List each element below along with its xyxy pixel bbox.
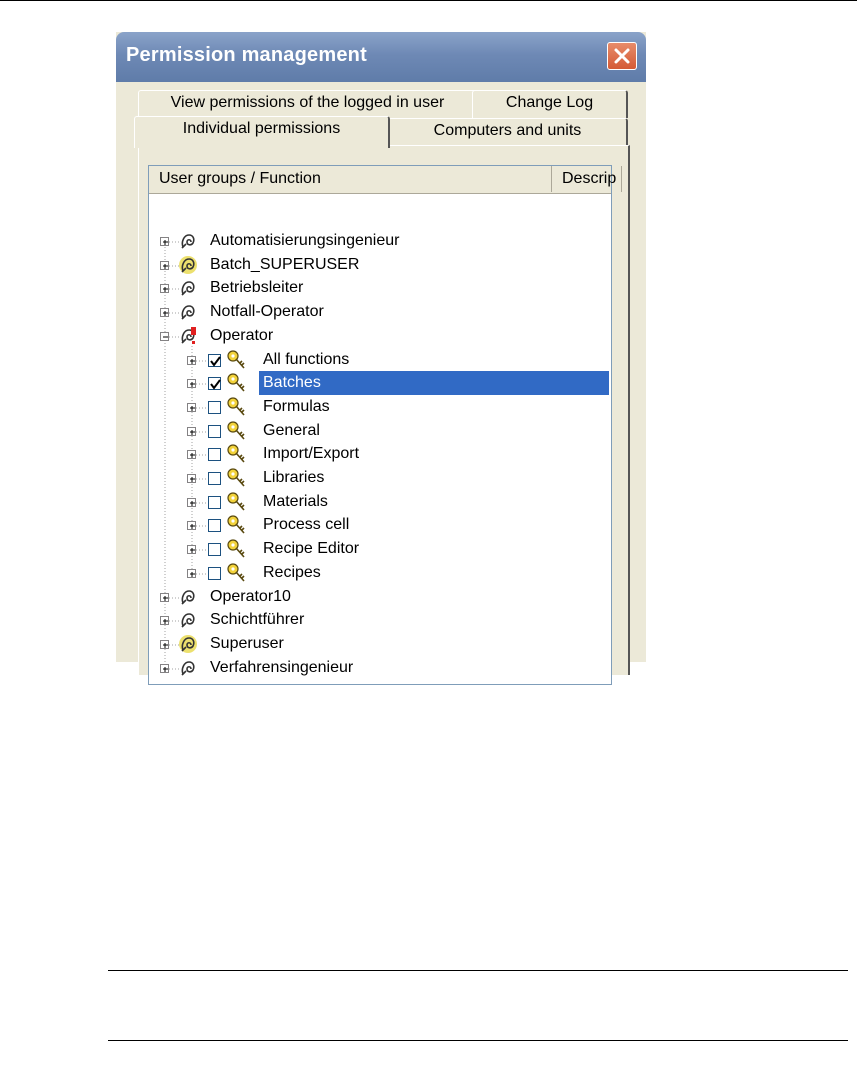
tree-group-row[interactable]: [149, 585, 609, 609]
permission-checkbox[interactable]: [208, 472, 221, 485]
tab-change-log[interactable]: [472, 90, 628, 118]
permission-checkbox[interactable]: [208, 448, 221, 461]
permission-checkbox[interactable]: [208, 377, 221, 390]
key-icon: [225, 562, 247, 584]
user-group-icon: [178, 302, 198, 322]
permission-checkbox[interactable]: [208, 401, 221, 414]
tree-item-label: Betriebsleiter: [210, 279, 304, 297]
tree-item-label: Libraries: [263, 469, 325, 486]
expand-toggle[interactable]: [187, 379, 196, 388]
expand-toggle[interactable]: [187, 474, 196, 483]
tree-group-row[interactable]: [149, 608, 609, 632]
expand-toggle[interactable]: [160, 593, 169, 602]
window-title: Permission management: [126, 44, 367, 66]
tree-function-row[interactable]: [149, 348, 609, 372]
tree-connector: [196, 573, 207, 575]
tree-function-row[interactable]: [149, 537, 609, 561]
tree-group-row[interactable]: [149, 229, 609, 253]
user-group-icon: [178, 231, 198, 251]
expand-toggle[interactable]: [187, 450, 196, 459]
key-icon: [225, 467, 247, 489]
tree-group-row[interactable]: [149, 656, 609, 680]
close-icon: [614, 48, 630, 64]
tree-item-label: Process cell: [263, 516, 350, 534]
expand-toggle[interactable]: [160, 237, 169, 246]
tab-computers-and-units[interactable]: [388, 118, 628, 146]
key-icon: [225, 538, 247, 560]
tree-item-label: Operator: [210, 326, 274, 344]
tree-group-row[interactable]: [149, 632, 609, 656]
key-icon: [225, 514, 247, 536]
tree-connector: [196, 454, 207, 456]
tree-item-label: Operator10: [210, 587, 291, 605]
permission-checkbox[interactable]: [208, 519, 221, 532]
tree-group-row[interactable]: [149, 324, 609, 348]
tree-item-label: Batch_SUPERUSER: [210, 255, 360, 273]
tab-label: View permissions of the logged in user: [170, 94, 445, 111]
permission-management-dialog: [116, 32, 646, 676]
tree-item-label: Materials: [263, 492, 328, 510]
tree-item-label: All functions: [263, 350, 350, 368]
tree-connector: [196, 549, 207, 551]
tree-connector: [196, 525, 207, 527]
tree-connector: [196, 502, 207, 504]
permission-checkbox[interactable]: [208, 567, 221, 580]
column-user-groups[interactable]: User groups / Function: [149, 166, 552, 192]
permissions-tree[interactable]: [148, 165, 617, 685]
footer-rule-upper: [108, 970, 848, 971]
expand-toggle[interactable]: [187, 427, 196, 436]
tree-connector: [196, 407, 207, 409]
permission-checkbox[interactable]: [208, 496, 221, 509]
column-description[interactable]: Descrip: [552, 166, 622, 192]
key-icon: [225, 443, 247, 465]
superuser-group-icon: [178, 255, 198, 275]
expand-toggle[interactable]: [160, 664, 169, 673]
tree-function-row[interactable]: [149, 419, 609, 443]
tab-label: Computers and units: [433, 122, 582, 139]
tree-item-label: General: [263, 421, 320, 439]
tree-connector: [196, 478, 207, 480]
tree-function-row[interactable]: [149, 513, 609, 537]
expand-toggle[interactable]: [187, 521, 196, 530]
tree-function-row[interactable]: [149, 442, 609, 466]
user-group-icon: [178, 610, 198, 630]
tree-item-label: Formulas: [263, 397, 330, 415]
user-group-icon: [178, 658, 198, 678]
tab-view-permissions[interactable]: [138, 90, 478, 118]
key-icon: [225, 420, 247, 442]
key-icon: [225, 396, 247, 418]
expand-toggle[interactable]: [160, 640, 169, 649]
tree-item-label: Import/Export: [263, 445, 360, 463]
permission-checkbox[interactable]: [208, 425, 221, 438]
tree-function-row[interactable]: [149, 371, 609, 395]
expand-toggle[interactable]: [187, 356, 196, 365]
key-icon: [225, 491, 247, 513]
expand-toggle[interactable]: [160, 616, 169, 625]
tree-connector: [196, 431, 207, 433]
top-rule: [0, 0, 857, 1]
footer-rule-lower: [108, 1040, 848, 1041]
tree-connector: [196, 383, 207, 385]
user-group-icon: [178, 587, 198, 607]
permission-checkbox[interactable]: [208, 543, 221, 556]
tree-item-label: Superuser: [210, 634, 284, 652]
tree-item-label: Notfall-Operator: [210, 303, 324, 321]
tree-item-label: Batches: [259, 371, 609, 395]
key-icon: [225, 372, 247, 394]
expand-toggle[interactable]: [160, 308, 169, 317]
tree-function-row[interactable]: [149, 395, 609, 419]
tab-individual-permissions[interactable]: [134, 116, 390, 148]
expand-toggle[interactable]: [187, 403, 196, 412]
tree-item-label: Verfahrensingenieur: [210, 658, 354, 676]
expand-toggle[interactable]: [187, 498, 196, 507]
user-group-marked-icon: [178, 326, 198, 346]
tree-item-label: Schichtführer: [210, 611, 305, 629]
tree-group-row[interactable]: [149, 300, 609, 324]
permission-checkbox[interactable]: [208, 354, 221, 367]
tree-item-label: Recipe Editor: [263, 540, 360, 558]
tab-label: Change Log: [505, 94, 594, 111]
tree-item-label: Automatisierungsingenieur: [210, 232, 400, 249]
tree-function-row[interactable]: [149, 561, 609, 585]
expand-toggle[interactable]: [160, 284, 169, 293]
tree-group-row[interactable]: [149, 276, 609, 300]
superuser-group-icon: [178, 634, 198, 654]
tree-function-row[interactable]: [149, 490, 609, 514]
tree-connector: [196, 360, 207, 362]
close-button[interactable]: [607, 42, 637, 70]
title-bar: [116, 32, 646, 82]
key-icon: [225, 349, 247, 371]
collapse-toggle[interactable]: [160, 332, 169, 341]
user-group-icon: [178, 278, 198, 298]
tab-label: Individual permissions: [182, 120, 341, 137]
tree-item-label: Recipes: [263, 563, 321, 581]
tree-function-row[interactable]: [149, 466, 609, 490]
expand-toggle[interactable]: [187, 569, 196, 578]
expand-toggle[interactable]: [187, 545, 196, 554]
tree-group-row[interactable]: [149, 253, 609, 277]
expand-toggle[interactable]: [160, 261, 169, 270]
